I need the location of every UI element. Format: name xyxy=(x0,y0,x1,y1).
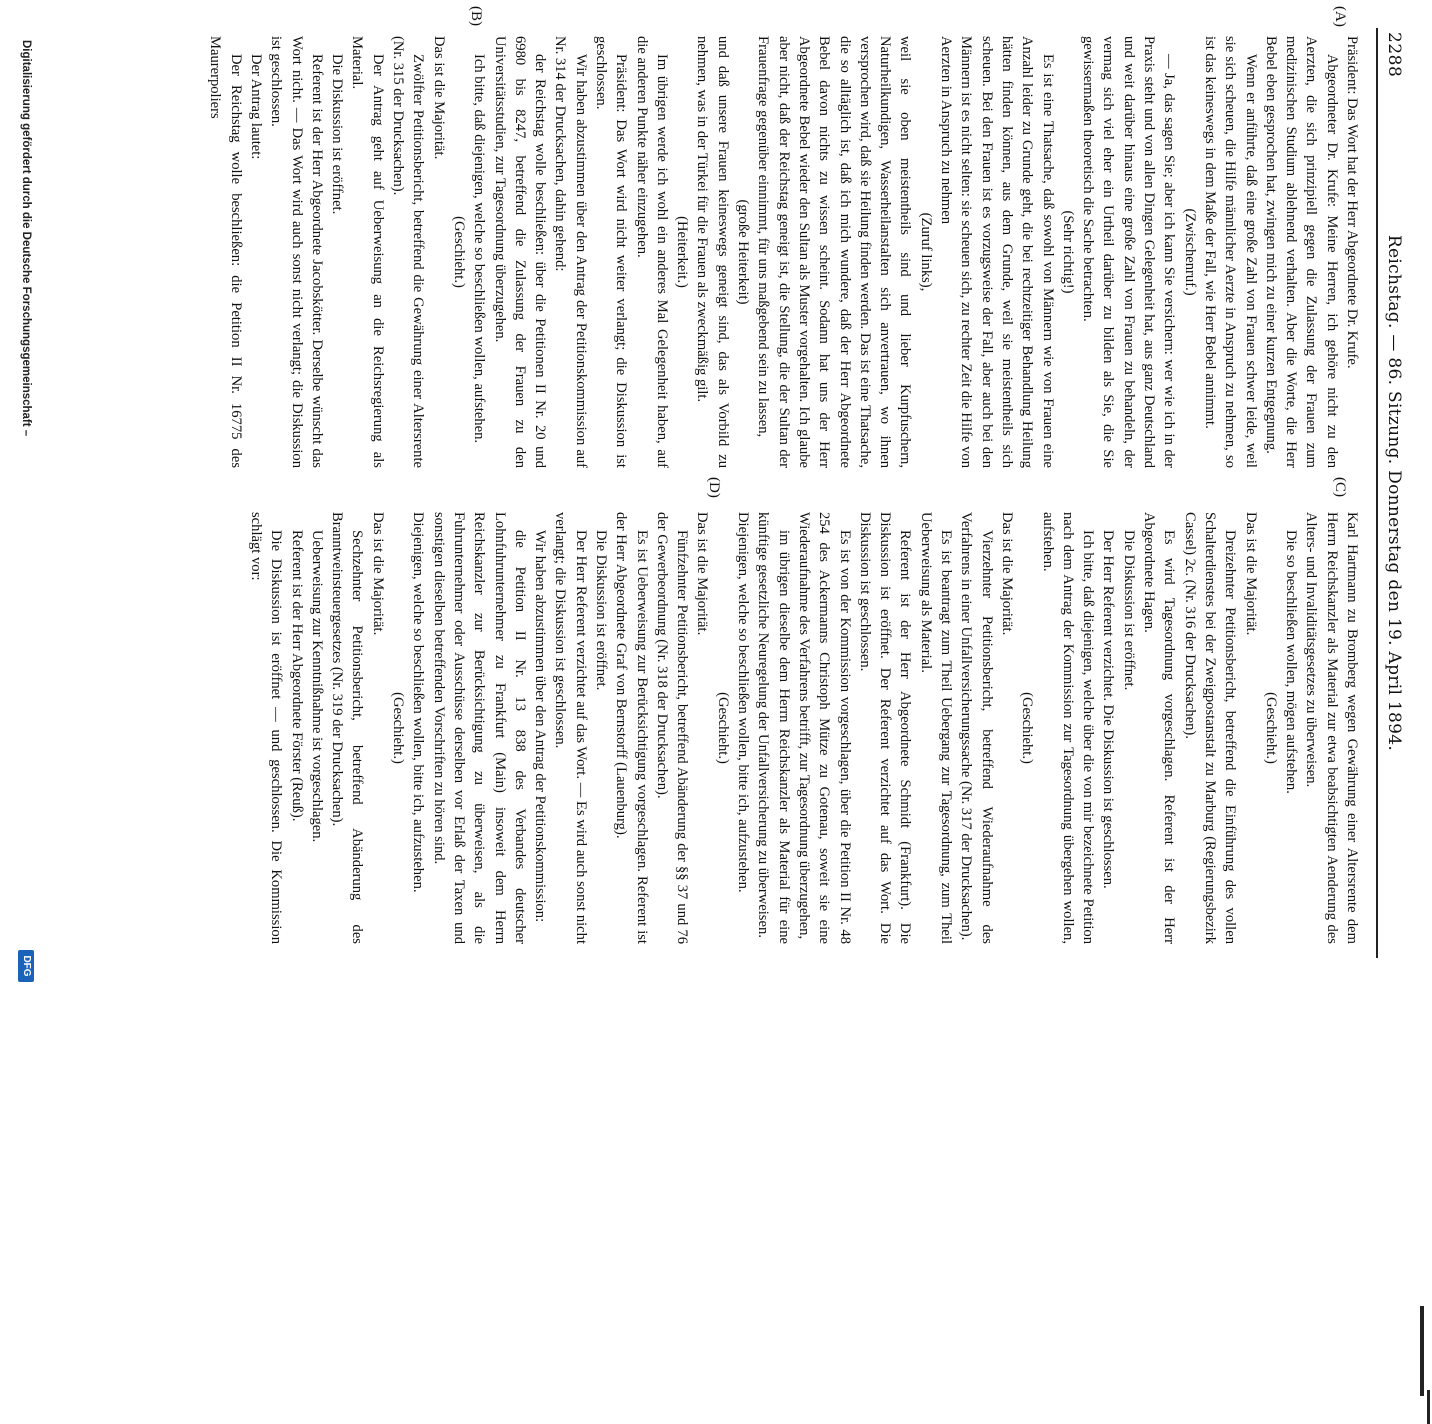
margin-marker-c: (C) xyxy=(1332,477,1348,497)
interjection: (Zuruf links), xyxy=(917,212,934,292)
interjection: (große Heiterkeit) xyxy=(735,199,752,305)
dfg-logo: DFG xyxy=(18,950,34,982)
interjection: (Geschieht.) xyxy=(1262,692,1279,764)
page-header xyxy=(1376,28,1412,958)
interjection: (Heiterkeit.) xyxy=(674,216,691,288)
agenda-heading: Fünfzehnter Petitionsbericht, betreffend Abänderung der §§ 37 und 76 der Gewerbeordnung (Nr. 318 der Drucksachen). xyxy=(653,512,691,944)
agenda-heading: Dreizehnter Petitionsbericht, betreffend die Einführung des vollen Schalterdienstes bei der Zweigpostanstalt zu Marburg (Regierungsbezirk Cassel) 2c. (Nr. 316 der Drucksachen). xyxy=(1181,512,1239,944)
paragraph: Abgeordneter Dr. Krufe: Meine Herren, ich gehöre nicht zu den Aerzten, die sich prinzipiell gegen die Zulassung der Frauen zum medizinischen Studium ablehnend verhalten. Aber die Worte, die Herr Bebel eben gesprochen hat, zwingen mich zu einer kurzen Entgegnung. xyxy=(1262,36,1340,468)
running-title: Reichstag. — 86. Sitzung. Donnerstag den 19. April 1894. xyxy=(1384,234,1404,752)
scan-artifact xyxy=(1420,1306,1424,1396)
interjection: (Geschieht.) xyxy=(1019,692,1036,764)
interjection: (Geschieht.) xyxy=(450,216,467,288)
paragraph: Die so beschließen wollen, mögen aufstehen. xyxy=(1283,530,1300,794)
paragraph: Der Antrag lautet: xyxy=(247,54,264,160)
paragraph: Das ist die Majorität. xyxy=(694,512,711,636)
left-text-column xyxy=(72,36,1362,468)
paragraph: Das ist die Majorität. xyxy=(998,512,1015,636)
paragraph: Der Reichstag wolle beschließen: die Petition II Nr. 16775 des Maurerpoliers xyxy=(207,36,244,468)
paragraph: Diejenigen, welche so beschließen wollen, bitte ich, aufzustehen. xyxy=(735,512,752,893)
scan-artifact xyxy=(1417,1390,1430,1424)
paragraph: Wir haben abzustimmen über den Antrag der Petitionskommission auf Nr. 314 der Drucksachen, dahin gehend: xyxy=(552,36,589,468)
digitization-credit xyxy=(14,40,36,977)
paragraph: Die Diskussion ist eröffnet — und geschlossen. Die Kommission schlägt vor: xyxy=(247,512,285,944)
paragraph: Ueberweisung zur Kenntnißnahme ist vorgeschlagen. xyxy=(308,530,325,843)
paragraph: Der Antrag geht auf Ueberweisung an die Reichsregierung als Material. xyxy=(349,36,386,468)
paragraph: Es ist eine Thatsache, daß sowohl von Männern wie von Frauen eine Anzahl leider zu Grunde geht, die bei rechtzeitiger Behandlung Heilung hätten finden können, aus dem Grunde, weil sie meistentheils sich scheuen. Bei den Frauen ist es vorzugsweise der Fall, aber auch bei den Männern ist es nicht selten: sie scheuen sich, zu rechter Zeit die Hilfe von Aerzten in Anspruch zu nehmen xyxy=(938,36,1056,468)
paragraph: Im übrigen werde ich wohl ein anderes Mal Gelegenheit haben, auf die anderen Punkte näher einzugehen. xyxy=(633,36,670,468)
agenda-heading: Vierzehnter Petitionsbericht, betreffend Wiederaufnahme des Verfahrens in einer Unfallversicherungssache (Nr. 317 der Drucksachen). xyxy=(958,512,995,944)
paragraph: Es wird Tagesordnung vorgeschlagen. Referent ist der Herr Abgeordnete Hagen. xyxy=(1141,512,1178,944)
paragraph: der Reichstag wolle beschließen: über die Petitionen II Nr. 20 und 6980 bis 8247, betreffend die Zulassung der Frauen zu den Universitätsstudien, zur Tagesordnung überzugehen. xyxy=(491,36,549,468)
paragraph: — Ja, das sagen Sie; aber ich kann Sie versichern: wer wie ich in der Praxis steht und von allen Dingen Gelegenheit hat, aus ganz Deutschland und weit darüber hinaus eine große Zahl von Frauen zu behandeln, der vermag sich viel eher ein Urtheil darüber zu bilden als Sie, die Sie gewissermaßen theoretisch die Sache betrachten. xyxy=(1080,36,1178,468)
paragraph: Wir haben abzustimmen über den Antrag der Petitionskommission: xyxy=(532,530,549,923)
paragraph: Das ist die Majorität. xyxy=(369,512,386,636)
paragraph: Präsident: Das Wort wird nicht weiter verlangt; die Diskussion ist geschlossen. xyxy=(593,36,630,468)
paragraph: Die Diskussion ist eröffnet. xyxy=(593,530,610,691)
paragraph: Karl Hartmann zu Bromberg wegen Gewährung einer Altersrente dem Herrn Reichskanzler als Material zur etwa beabsichtigten Aenderung des Alters- und Invaliditätsgesetzes zu überweisen. xyxy=(1303,512,1360,944)
margin-marker-d: (D) xyxy=(706,477,722,498)
paragraph: Präsident: Das Wort hat der Herr Abgeordnete Dr. Krufe. xyxy=(1344,36,1360,369)
page-number: 2288 xyxy=(1384,32,1404,78)
right-text-column xyxy=(72,512,1362,944)
paragraph: Das ist die Majorität. xyxy=(430,36,447,160)
credit-text: Digitalisierung gefördert durch die Deutsche Forschungsgemeinschaft – xyxy=(20,40,32,437)
paragraph: Die Diskussion ist eröffnet. xyxy=(1120,530,1137,691)
margin-marker-a: (A) xyxy=(1332,6,1348,27)
paragraph: Wenn er anführte, daß eine große Zahl von Frauen schwer leide, weil sie sich scheuen, die Hilfe männlicher Aerzte in Anspruch zu nehmen, so ist das keineswegs in dem Maße der Fall, wie Herr Bebel annimmt. xyxy=(1201,36,1259,468)
interjection: (Sehr richtig!) xyxy=(1059,210,1076,294)
paragraph: Referent ist der Herr Abgeordnete Schmidt (Frankfurt). Die Diskussion ist eröffnet. Der Referent verzichtet auf das Wort. Die Diskussion ist geschlossen. xyxy=(856,512,914,944)
paragraph: Referent ist der Herr Abgeordnete Förster (Reuß). xyxy=(288,530,305,822)
paragraph: Ich bitte, daß diejenigen, welche so beschließen wollen, aufstehen. xyxy=(471,54,488,444)
interjection: (Geschieht.) xyxy=(390,692,407,764)
paragraph: Es ist Ueberweisung zur Berücksichtigung vorgeschlagen. Referent ist der Herr Abgeordnete Graf von Bernstorff (Lauenburg). xyxy=(613,512,650,944)
paragraph: Die Diskussion ist eröffnet. xyxy=(329,54,346,215)
paragraph: Es ist beantragt zum Theil Uebergang zur Tagesordnung, zum Theil Ueberweisung als Material. xyxy=(917,512,955,944)
agenda-heading: Zwölfter Petitionsbericht, betreffend die Gewährung einer Altersrente (Nr. 315 der Drucksachen). xyxy=(390,36,427,468)
paragraph: weil sie oben meistentheils sind und lieber Kurpfuschern, Naturheilkundigen, Wasserheilanstalten sich anvertrauen, wo ihnen versprochen wird, daß sie Heilung finden werden. Das ist eine Thatsache, die so alltäglich ist, daß ich mich wundere, daß der Herr Abgeordnete Bebel davon nichts zu wissen scheint. Sodann hat uns der Herr Abgeordnete Bebel wieder den Sultan als Muster vorgehalten. Ich glaube aber nicht, daß der Reichstag geneigt ist, die Stellung, die der Sultan der Frauenfrage gegenüber einnimmt, für uns maßgebend sein zu lassen, xyxy=(755,36,914,468)
paragraph: Referent ist der Herr Abgeordnete Jacobskötter. Derselbe wünscht das Wort nicht. — Das Wort wird auch sonst nicht verlangt; die Diskussion ist geschlossen. xyxy=(268,36,325,468)
paragraph: die Petition II Nr. 13 838 des Verbandes deutscher Lohnfuhrunternehmer zu Frankfurt (Main) insoweit dem Herrn Reichskanzler zur Berücksichtigung zu überweisen, als die Fuhrunternehmer oder Ausschüsse derselben vor Erlaß der Taxen und sonstigen dieselben betreffenden Vorschriften zu hören sind. xyxy=(430,512,528,944)
paragraph: Ich bitte, daß diejenigen, welche über die von mir bezeichnete Petition nach dem Antrag der Kommission zur Tagesordnung übergehen wollen, aufstehen. xyxy=(1039,512,1097,944)
agenda-heading: Sechzehnter Petitionsbericht, betreffend Abänderung des Branntweinsteuergesetzes (Nr. 319 der Drucksachen). xyxy=(329,512,366,944)
paragraph: im übrigen dieselbe dem Herrn Reichskanzler als Material für eine künftige gesetzliche Neuregelung der Unfallversicherung zu überweisen. xyxy=(755,512,792,944)
interjection: (Zwischenruf.) xyxy=(1181,208,1198,296)
interjection: (Geschieht.) xyxy=(714,692,731,764)
paragraph: Es ist von der Kommission vorgeschlagen, über die Petition II Nr. 48 254 des Ackermanns Christoph Mütze zu Gotenau, soweit sie eine Wiederaufnahme des Verfahrens betrifft, zur Tagesordnung überzugehen, xyxy=(795,512,853,944)
paragraph: Der Herr Referent verzichtet auf das Wort. — Es wird auch sonst nicht verlangt; die Diskussion ist geschlossen. xyxy=(552,512,589,944)
margin-marker-b: (B) xyxy=(468,6,484,26)
paragraph: und daß unsere Frauen keineswegs geneigt sind, das als Vorbild zu nehmen, was in der Türkei für die Frauen als zweckmäßig gilt. xyxy=(694,36,731,468)
paragraph: Das ist die Majorität. xyxy=(1242,512,1259,636)
paragraph: Diejenigen, welche so beschließen wollen, bitte ich, aufzustehen. xyxy=(410,512,427,893)
paragraph: Der Herr Referent verzichtet. Die Diskussion ist geschlossen. xyxy=(1100,530,1117,889)
